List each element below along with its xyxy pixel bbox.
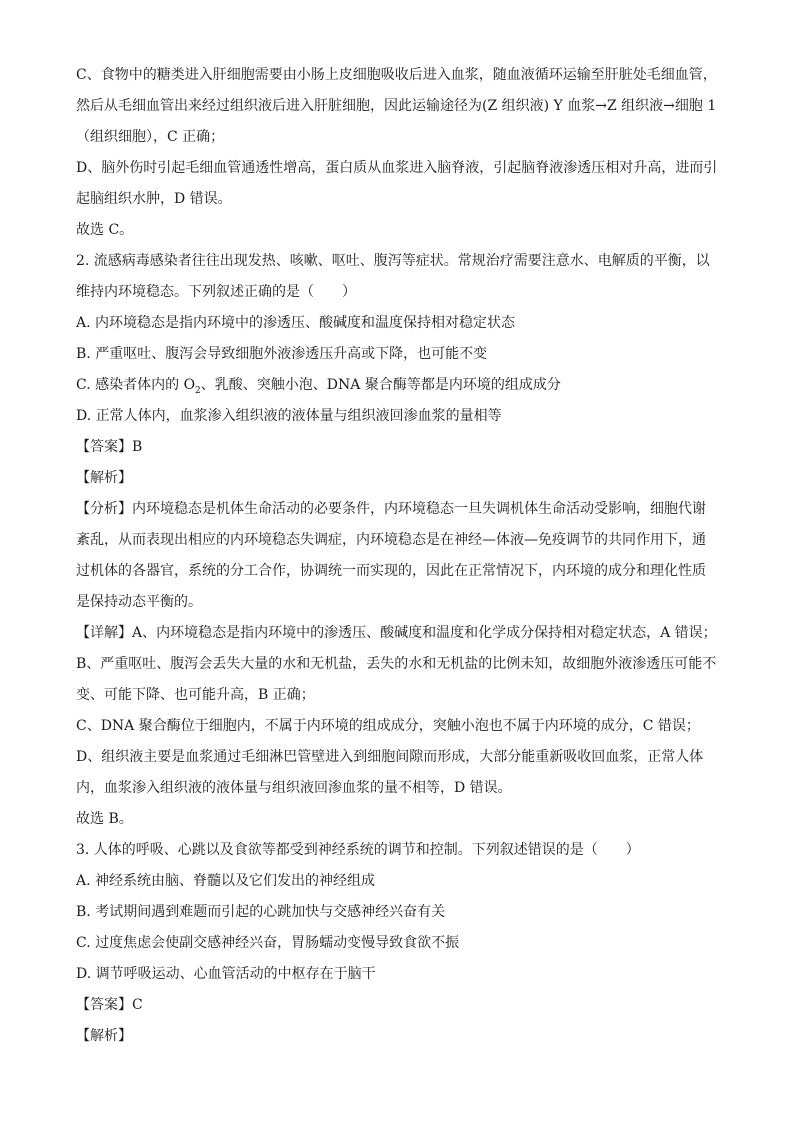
oxygen-subscript: 2	[195, 385, 201, 396]
question-2-detail-line-5: D、组织液主要是血浆通过毛细淋巴管壁进入到细胞间隙而形成，大部分能重新吸收回血浆，正常人体	[76, 749, 704, 765]
question-2-option-b: B. 严重呕吐、腹泻会导致细胞外液渗透压升高或下降，也可能不变	[76, 346, 488, 362]
question-2-detail-line-6: 内，血浆渗入组织液的液体量与组织液回渗血浆的量不相等，D 错误。	[76, 780, 512, 796]
question-2-option-c-suffix: 、乳酸、突触小泡、DNA 聚合酶等都是内环境的组成成分	[200, 377, 561, 393]
question-2-analysis-line-3: 过机体的各器官，系统的分工合作，协调统一而实现的，因此在正常情况下，内环境的成分和理化性质	[76, 563, 706, 579]
question-3-option-b: B. 考试期间遇到难题而引起的心跳加快与交感神经兴奋有关	[76, 904, 446, 920]
question-2-analysis-line-1: 【分析】内环境稳态是机体生命活动的必要条件，内环境稳态一旦失调机体生命活动受影响，细胞代谢	[76, 501, 706, 517]
question-2-detail-line-3: 变、可能下降、也可能升高，B 正确；	[76, 687, 315, 703]
question-2-option-c-prefix: C. 感染者体内的 O	[76, 377, 196, 393]
question-3-answer: 【答案】C	[76, 997, 143, 1013]
question-2-option-c	[76, 370, 718, 401]
prev-option-c-line-1: C、食物中的糖类进入肝细胞需要由小肠上皮细胞吸收后进入血浆，随血液循环运输至肝脏处毛细血管，	[76, 67, 717, 83]
question-2-detail-line-2: B、严重呕吐、腹泻会丢失大量的水和无机盐，丢失的水和无机盐的比例未知，故细胞外液渗透压可能不	[76, 656, 717, 672]
prev-option-c-line-2: 然后从毛细血管出来经过组织液后进入肝脏细胞，因此运输途径为(Z 组织液) Y 血浆→Z 组织液→细胞 1	[76, 98, 717, 114]
question-2-stem-line-1: 2. 流感病毒感染者往往出现发热、咳嗽、呕吐、腹泻等症状。常规治疗需要注意水、电解质的平衡，以	[76, 253, 710, 269]
question-3-stem: 3. 人体的呼吸、心跳以及食欲等都受到神经系统的调节和控制。下列叙述错误的是（ ）	[76, 842, 640, 858]
question-3-option-d: D. 调节呼吸运动、心血管活动的中枢存在于脑干	[76, 966, 376, 982]
prev-option-d-line-1: D、脑外伤时引起毛细血管通透性增高，蛋白质从血浆进入脑脊液，引起脑脊液渗透压相对升高，进而引	[76, 160, 718, 176]
question-3-option-a: A. 神经系统由脑、脊髓以及它们发出的神经组成	[76, 873, 376, 889]
question-2-detail-line-1: 【详解】A、内环境稳态是指内环境中的渗透压、酸碱度和温度和化学成分保持相对稳定状态，A 错误；	[76, 625, 717, 641]
prev-option-c-line-3: （组织细胞），C 正确；	[76, 129, 225, 145]
question-2-detail-line-4: C、DNA 聚合酶位于细胞内，不属于内环境的组成成分，突触小泡也不属于内环境的成分，C 错误；	[76, 718, 700, 734]
document-page	[76, 60, 718, 1052]
question-3-option-c: C. 过度焦虑会使副交感神经兴奋，胃肠蠕动变慢导致食欲不振	[76, 935, 460, 951]
question-2-answer: 【答案】B	[76, 439, 143, 455]
prev-option-d-line-2: 起脑组织水肿，D 错误。	[76, 191, 232, 207]
question-2-option-a: A. 内环境稳态是指内环境中的渗透压、酸碱度和温度保持相对稳定状态	[76, 315, 516, 331]
question-2-stem-line-2: 维持内环境稳态。下列叙述正确的是（ ）	[76, 284, 356, 300]
question-3-analysis-heading: 【解析】	[76, 1028, 132, 1044]
question-2-conclusion: 故选 B。	[76, 811, 133, 827]
question-2-analysis-line-2: 紊乱，从而表现出相应的内环境稳态失调症，内环境稳态是在神经—体液—免疫调节的共同作用下，通	[76, 532, 706, 548]
question-2-analysis-heading: 【解析】	[76, 470, 132, 486]
question-2-option-d: D. 正常人体内，血浆渗入组织液的液体量与组织液回渗血浆的量相等	[76, 408, 502, 424]
question-2-analysis-line-4: 是保持动态平衡的。	[76, 594, 202, 610]
prev-conclusion: 故选 C。	[76, 222, 134, 238]
